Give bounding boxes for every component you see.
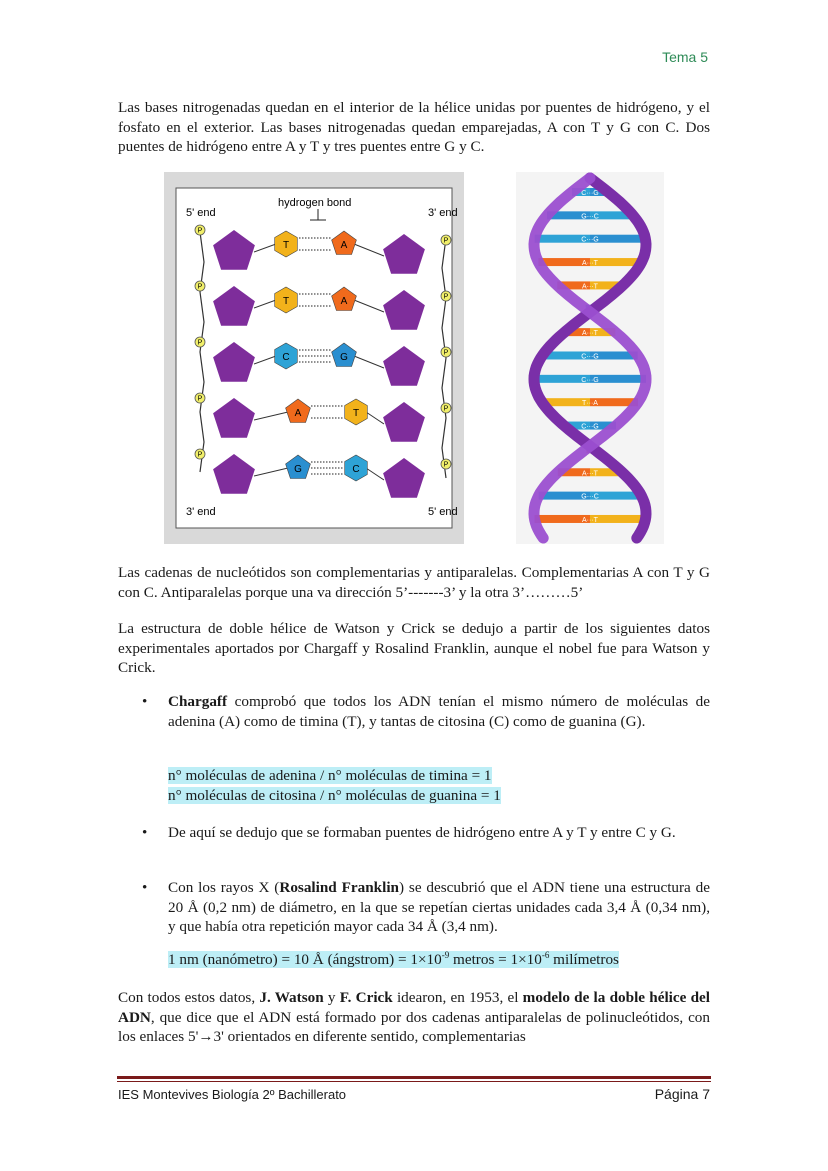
helix-pair-label-4: A···T <box>582 283 598 291</box>
model-t3: idearon, en 1953, el <box>392 989 523 1006</box>
paragraph-watson-crick: La estructura de doble hélice de Watson y Crick se dedujo a partir de los siguientes datos experimentales aportados por Chargaff y Rosalind Franklin, aunque el nobel fue para Watson y Crick. <box>118 620 710 677</box>
label-5end-top: 5' end <box>186 207 216 219</box>
base-label-left-3: A <box>294 408 302 419</box>
base-label-left-2: C <box>282 352 290 363</box>
footer-page-number: Página 7 <box>654 1086 710 1102</box>
units-box <box>168 950 708 970</box>
label-3end-top: 3' end <box>428 207 458 219</box>
helix-pair-label-13: G···C <box>581 493 599 501</box>
units-part-a: 1 nm (nanómetro) = 10 Å (ángstrom) = 1×10 <box>168 951 442 968</box>
ratio-box <box>168 766 708 805</box>
chargaff-name: Chargaff <box>168 693 228 710</box>
helix-pair-label-9: T···A <box>582 400 598 408</box>
units-exp2: -6 <box>541 949 550 960</box>
helix-pair-label-7: C···G <box>581 353 599 361</box>
phosphate-label: P <box>197 227 203 235</box>
phosphate-label: P <box>443 237 449 245</box>
helix-pair-label-12: A···T <box>582 470 598 478</box>
base-label-right-0: A <box>340 240 348 251</box>
phosphate-label: P <box>197 395 203 403</box>
helix-pair-label-0: C···G <box>581 190 599 197</box>
footer-school: IES Montevives Biología 2º Bachillerato <box>118 1087 347 1102</box>
helix-pair-label-2: C···G <box>581 236 599 244</box>
bullet-deduction: • De aquí se dedujo que se formaban puentes de hidrógeno entre A y T y entre C y G. <box>118 823 710 843</box>
base-label-right-4: C <box>352 464 360 475</box>
helix-pair-label-3: A···T <box>582 260 598 268</box>
base-label-left-0: T <box>282 240 290 251</box>
helix-pair-label-8: C···G <box>581 376 599 384</box>
paragraph-model <box>118 988 710 1047</box>
units-part-c: milímetros <box>549 951 619 968</box>
phosphate-label: P <box>443 461 449 469</box>
units-exp1: -9 <box>441 949 450 960</box>
model-watson: J. Watson <box>259 989 324 1006</box>
bullet-chargaff <box>118 692 710 731</box>
helix-pair-label-14: A···T <box>582 516 598 524</box>
helix-pair-label-1: G···C <box>581 213 599 221</box>
model-t4: , que dice que el ADN está formado por dos cadenas antiparalelas de polinucleótidos, con los enlaces 5'→3' orientados en diferente sentido, complementarias <box>118 1008 710 1046</box>
helix-pair-label-11: A···T <box>582 446 598 454</box>
franklin-name: Rosalind Franklin <box>279 879 399 896</box>
dna-figure-svg <box>164 172 664 544</box>
base-label-left-4: G <box>294 464 302 475</box>
header-section: Tema 5 <box>662 49 708 65</box>
ratio-adenine-timine: n° moléculas de adenina / n° moléculas de timina = 1 <box>168 767 492 784</box>
base-label-right-2: G <box>340 352 348 363</box>
label-hydrogen-bond: hydrogen bond <box>278 197 352 209</box>
ratio-citosine-guanine: n° moléculas de citosina / n° moléculas de guanina = 1 <box>168 786 501 804</box>
model-t1: Con todos estos datos, <box>118 989 260 1006</box>
paragraph-base-pairing: Las bases nitrogenadas quedan en el interior de la hélice unidas por puentes de hidrógeno, y el fosfato en el exterior. Las bases nitrogenadas quedan emparejadas, A con T y G con C. Dos puentes de hidrógeno entre A y T y tres puentes entre G y C. <box>118 99 710 156</box>
units-equivalence <box>168 951 619 968</box>
phosphate-label: P <box>443 405 449 413</box>
chargaff-text: comprobó que todos los ADN tenían el mismo número de moléculas de adenina (A) como de timina (T), y tantas de citosina (C) como de guanina (G). <box>168 693 710 730</box>
label-5end-bottom: 5' end <box>428 506 458 518</box>
model-crick: F. Crick <box>339 989 393 1006</box>
helix-rung-right-14 <box>590 515 645 523</box>
units-part-b: metros = 1×10 <box>449 951 542 968</box>
paragraph-antiparallel: Las cadenas de nucleótidos son complementarias y antiparalelas. Complementarias A con T y G con C. Antiparalelas porque una va dirección 5’-------3’ y la otra 3’………5’ <box>118 564 710 601</box>
label-3end-bottom: 3' end <box>186 506 216 518</box>
base-label-left-1: T <box>282 296 290 307</box>
phosphate-label: P <box>443 293 449 301</box>
base-label-right-3: T <box>352 408 360 419</box>
bullet-franklin <box>118 878 710 937</box>
footer-rule-thin <box>117 1081 711 1082</box>
footer-rule <box>117 1076 711 1079</box>
base-label-right-1: A <box>340 296 348 307</box>
bullet-list-chargaff <box>118 692 710 731</box>
phosphate-label: P <box>197 283 203 291</box>
model-title: modelo de la doble hélice del ADN <box>118 989 711 1026</box>
phosphate-label: P <box>443 349 449 357</box>
franklin-pre: Con los rayos X ( <box>168 879 280 896</box>
dna-figure <box>164 172 664 544</box>
helix-pair-label-5: G···C <box>581 306 599 314</box>
bullet-list-franklin <box>118 878 710 937</box>
bullet-list-deduction <box>118 823 710 843</box>
phosphate-label: P <box>197 451 203 459</box>
model-t2: y <box>323 989 340 1006</box>
phosphate-label: P <box>197 339 203 347</box>
franklin-post: ) se descubrió que el ADN tiene una estructura de 20 Å (0,2 nm) de diámetro, en la que se repetían ciertas unidades cada 3,4 Å (0,34 nm), y que había otra repetición mayor cada 34 Å (3,4 nm). <box>168 879 710 936</box>
helix-pair-label-10: C···G <box>581 423 599 431</box>
helix-pair-label-6: A···T <box>582 330 598 338</box>
